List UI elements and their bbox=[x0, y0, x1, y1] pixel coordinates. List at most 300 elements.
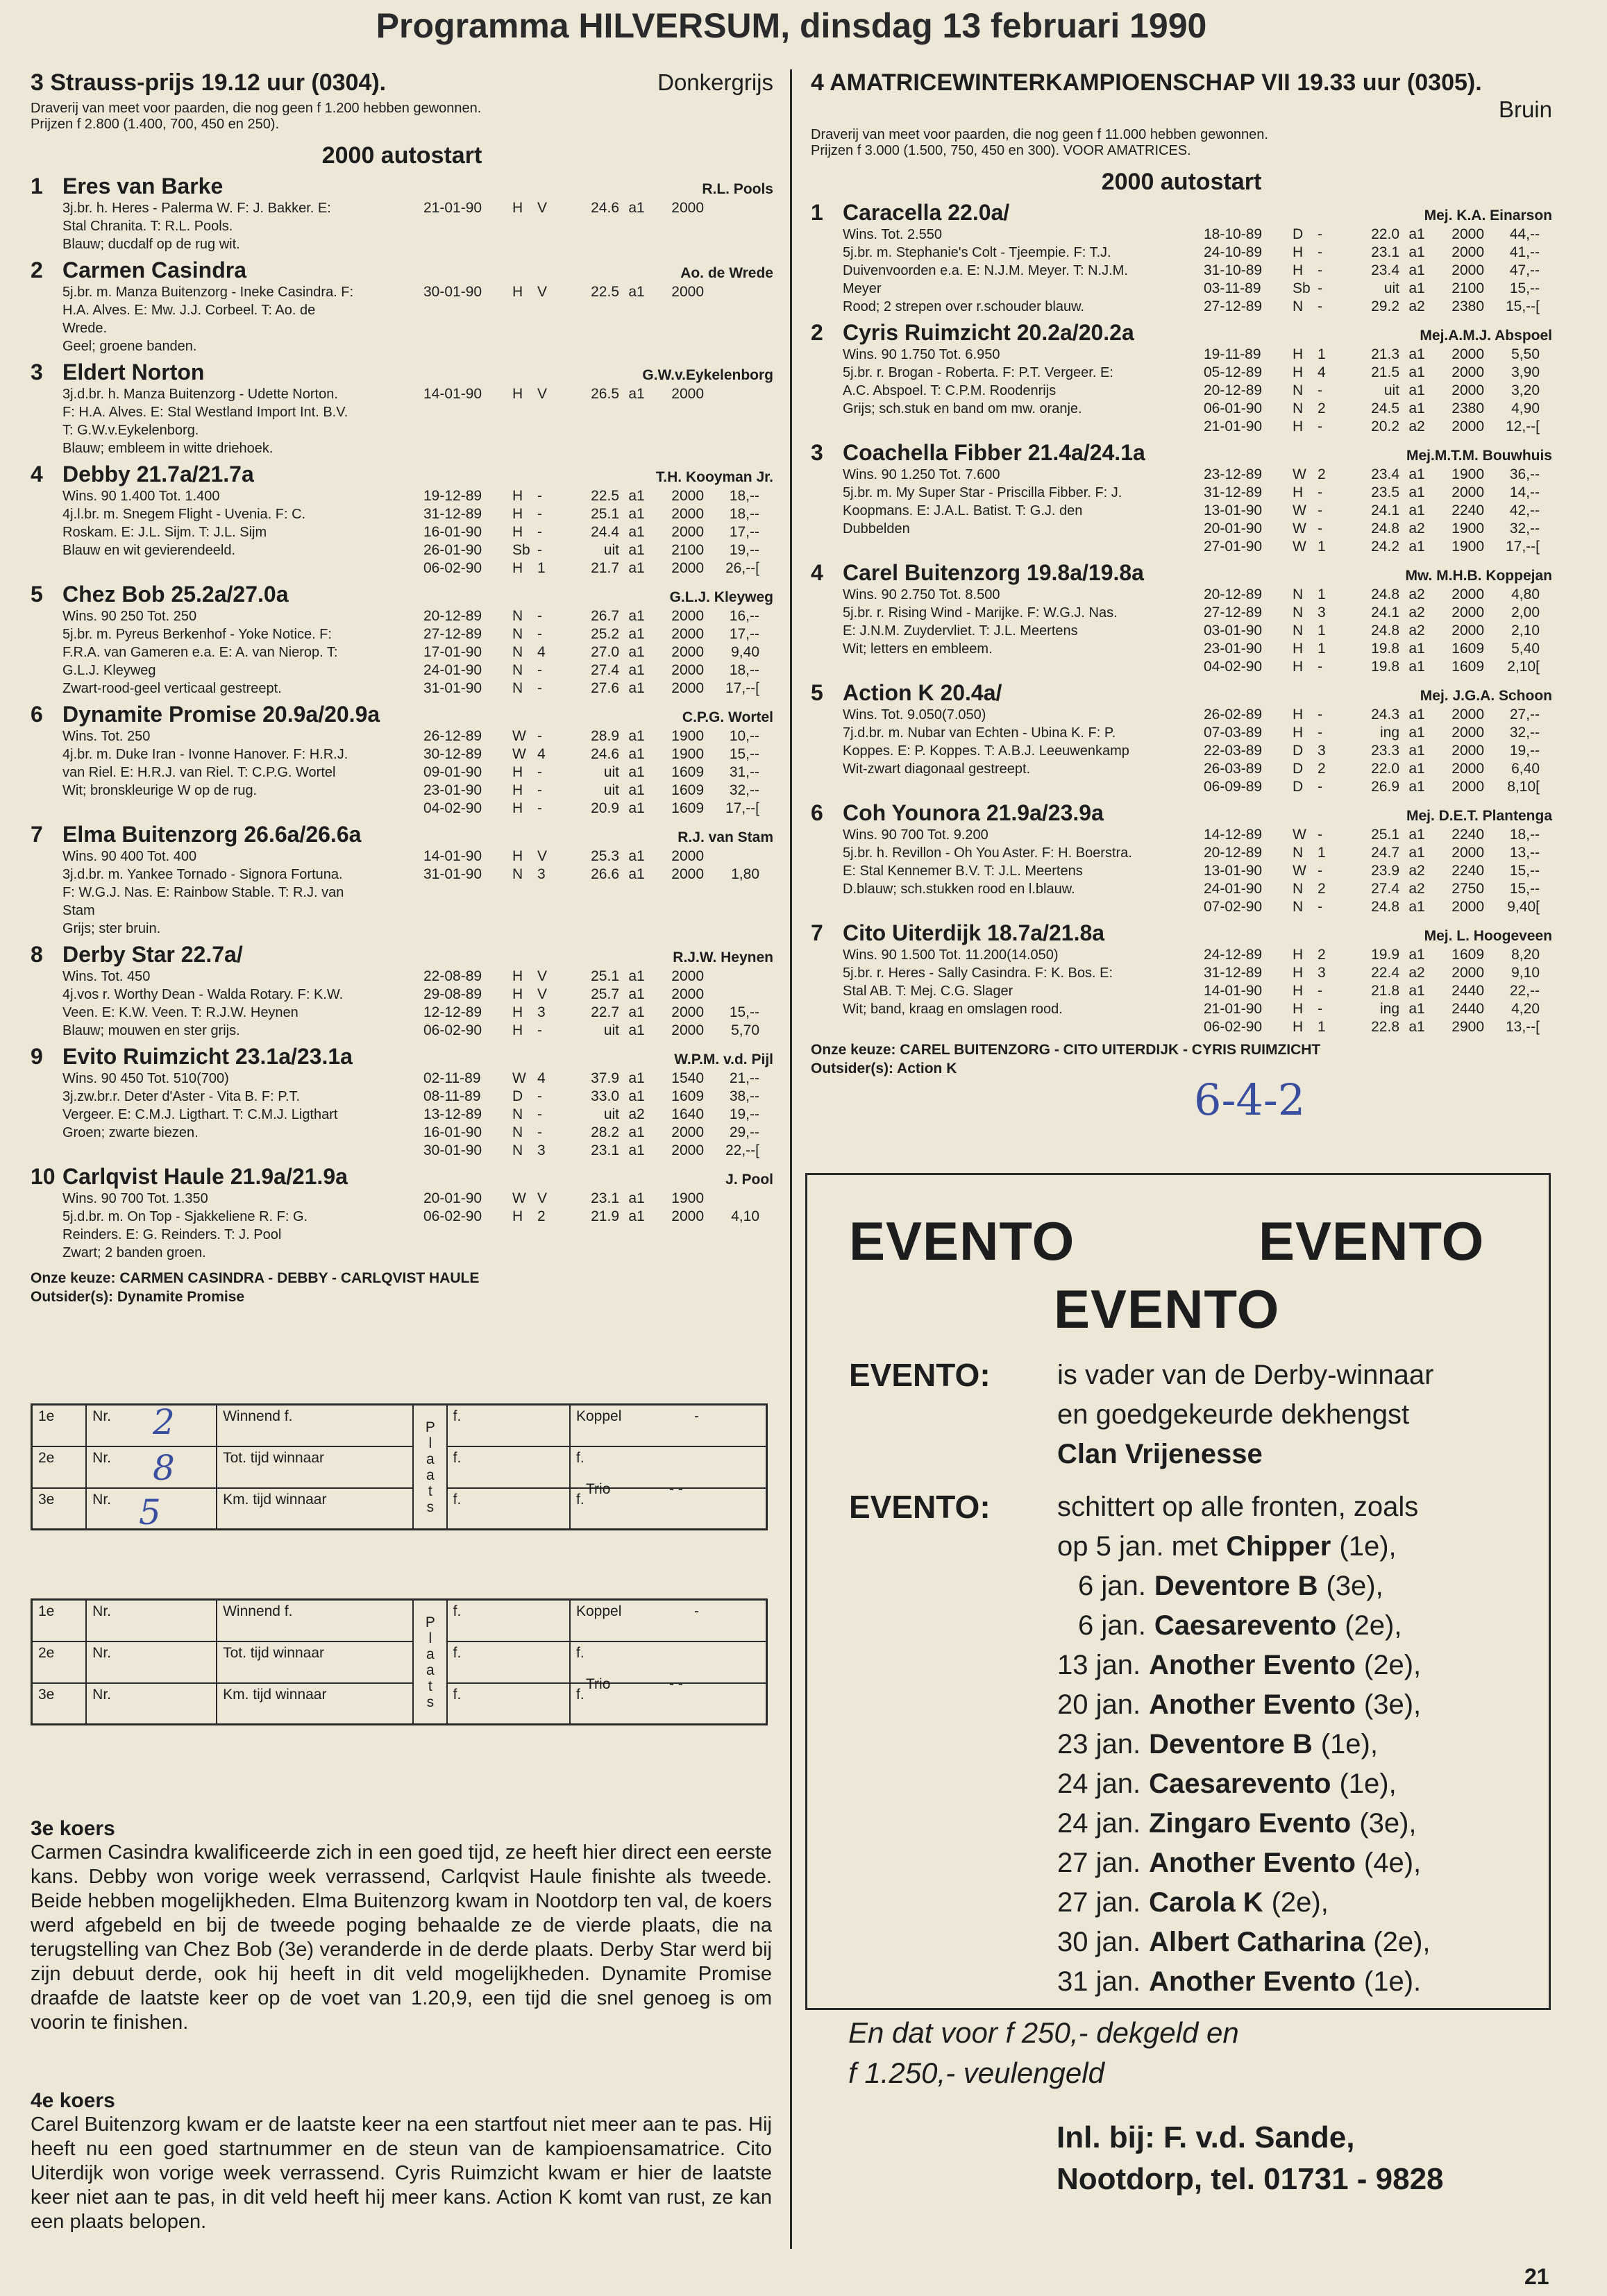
result-cell: - bbox=[1318, 298, 1322, 314]
entry-header bbox=[31, 174, 773, 199]
result-cell: 3 bbox=[537, 1142, 546, 1158]
result-cell: 5,70 bbox=[731, 1022, 759, 1038]
result-cell: N bbox=[512, 662, 523, 678]
entry-header bbox=[811, 560, 1552, 586]
result-cell: D bbox=[512, 1088, 523, 1104]
horse-entry bbox=[811, 800, 1552, 916]
result-cell: 24-01-90 bbox=[423, 662, 482, 678]
result-cell: 38,-- bbox=[729, 1088, 759, 1104]
info-line: 5j.br. m. Pyreus Berkenhof - Yoke Notice. F: bbox=[62, 627, 332, 642]
result-cell: 15,-- bbox=[1509, 863, 1540, 879]
result-row bbox=[423, 643, 773, 661]
horse-info bbox=[62, 847, 423, 938]
result-row bbox=[1204, 724, 1552, 742]
race3-prizes: Prijzen f 2.800 (1.400, 700, 450 en 250). bbox=[31, 117, 280, 132]
ad-result-date: 20 jan. bbox=[1057, 1689, 1141, 1720]
result-cell: H bbox=[512, 986, 523, 1002]
result-cell: a1 bbox=[1408, 244, 1425, 260]
result-row bbox=[1204, 262, 1552, 280]
race3-desc-line: Draverij van meet voor paarden, die nog geen f 1.200 hebben gewonnen. bbox=[31, 101, 482, 116]
result-cell: 15,-- bbox=[729, 1004, 759, 1020]
result-cell: 1900 bbox=[1452, 539, 1484, 555]
horse-info bbox=[843, 946, 1204, 1036]
entry-body bbox=[811, 466, 1552, 556]
result-cell: 4 bbox=[537, 1070, 546, 1086]
entry-body bbox=[31, 385, 773, 457]
result-cell: V bbox=[537, 200, 548, 216]
result-row bbox=[1204, 898, 1552, 916]
ad-contact-1: Inl. bij: F. v.d. Sande, bbox=[1057, 2120, 1355, 2154]
result-cell: - bbox=[1318, 863, 1322, 879]
entry-header bbox=[811, 680, 1552, 706]
entry-body bbox=[811, 226, 1552, 316]
result-cell: a1 bbox=[1408, 466, 1425, 482]
result-cell: 07-02-90 bbox=[1204, 899, 1263, 915]
info-line: Koppes. E: P. Koppes. T: A.B.J. Leeuwenkamp bbox=[843, 743, 1129, 759]
horse-name: Evito Ruimzicht 23.1a/23.1a bbox=[62, 1044, 353, 1069]
info-line: F: H.A. Alves. E: Stal Westland Import Int. B.V. bbox=[62, 405, 348, 420]
result-cell: 05-12-89 bbox=[1204, 364, 1263, 380]
entry-header bbox=[811, 320, 1552, 346]
info-line: Dubbelden bbox=[843, 521, 910, 537]
result-cell: 2440 bbox=[1452, 1001, 1484, 1017]
info-line: Grijs; sch.stuk en band om mw. oranje. bbox=[843, 401, 1082, 416]
koppel-dash: - bbox=[693, 1408, 699, 1424]
ad-fee-1: En dat voor f 250,- dekgeld en bbox=[848, 2016, 1239, 2049]
result-cell: 04-02-90 bbox=[1204, 659, 1263, 675]
entry-body bbox=[31, 199, 773, 253]
place-cell: 1e bbox=[32, 1405, 87, 1446]
info-line: Vergeer. E: C.M.J. Ligthart. T: C.M.J. Ligthart bbox=[62, 1107, 338, 1122]
result-cell: 27-12-89 bbox=[1204, 605, 1263, 621]
result-cell: 2000 bbox=[671, 1004, 704, 1020]
entry-number: 5 bbox=[811, 680, 823, 705]
info-line: Grijs; ster bruin. bbox=[62, 921, 161, 936]
result-cell: 23-01-90 bbox=[1204, 641, 1263, 657]
result-row bbox=[423, 1070, 773, 1088]
result-row bbox=[423, 763, 773, 782]
result-cell: 3 bbox=[1318, 743, 1326, 759]
info-line: 4j.l.br. m. Snegem Flight - Uvenia. F: C. bbox=[62, 507, 306, 522]
nr-cell: Nr. bbox=[86, 1600, 217, 1641]
entry-body bbox=[31, 487, 773, 577]
result-row bbox=[1204, 946, 1552, 964]
ad-text-1c: Clan Vrijenesse bbox=[1057, 1439, 1263, 1469]
result-cell: W bbox=[1293, 539, 1306, 555]
race4-entries bbox=[811, 200, 1552, 1036]
result-cell: 22-03-89 bbox=[1204, 743, 1263, 759]
horse-entry bbox=[811, 680, 1552, 796]
result-cell: a1 bbox=[1408, 707, 1425, 723]
result-cell: 28.2 bbox=[591, 1124, 619, 1140]
result-cell: a1 bbox=[1408, 346, 1425, 362]
entry-header bbox=[31, 1044, 773, 1070]
result-cell: 2100 bbox=[1452, 280, 1484, 296]
result-cell: N bbox=[1293, 623, 1304, 639]
entry-header bbox=[31, 822, 773, 847]
result-cell: 22.8 bbox=[1371, 1019, 1399, 1035]
ad-block-2 bbox=[849, 1487, 1529, 2002]
result-cell: 26,--[ bbox=[725, 560, 759, 576]
ad-fee-2: f 1.250,- veulengeld bbox=[848, 2057, 1104, 2089]
place-cell: 2e bbox=[32, 1641, 87, 1683]
result-cell: 26.7 bbox=[591, 608, 619, 624]
info-line: Wins. Tot. 9.050(7.050) bbox=[843, 707, 986, 723]
entry-body bbox=[31, 283, 773, 355]
result-cell: a1 bbox=[628, 728, 645, 744]
result-row bbox=[1204, 742, 1552, 760]
result-cell: ing bbox=[1379, 1001, 1399, 1017]
result-cell: 2,00 bbox=[1511, 605, 1540, 621]
result-cell: 47,-- bbox=[1509, 262, 1540, 278]
result-cell: a1 bbox=[1408, 641, 1425, 657]
result-cell: H bbox=[512, 488, 523, 504]
horse-info bbox=[62, 1070, 423, 1160]
result-cell: - bbox=[537, 506, 542, 522]
result-cell: 21-01-90 bbox=[1204, 1001, 1263, 1017]
result-cell: H bbox=[512, 524, 523, 540]
result-cell: a1 bbox=[1408, 262, 1425, 278]
ad-block-1 bbox=[849, 1356, 1529, 1474]
result-row bbox=[1204, 760, 1552, 778]
result-cell: a1 bbox=[628, 386, 645, 402]
handwritten-first: 2 bbox=[153, 1402, 175, 1442]
result-cell: N bbox=[512, 1142, 523, 1158]
result-cell: 1900 bbox=[1452, 521, 1484, 537]
result-cell: 29.2 bbox=[1371, 298, 1399, 314]
result-cell: a1 bbox=[628, 1022, 645, 1038]
result-cell: 2000 bbox=[1452, 623, 1484, 639]
result-cell: 41,-- bbox=[1509, 244, 1540, 260]
horse-name: Debby 21.7a/21.7a bbox=[62, 462, 254, 487]
race3-choice bbox=[31, 1269, 773, 1306]
horse-entry bbox=[31, 258, 773, 355]
result-cell: N bbox=[512, 1124, 523, 1140]
owner-name: J. Pool bbox=[725, 1172, 773, 1188]
result-cell: 20-12-89 bbox=[423, 608, 482, 624]
result-cell: a1 bbox=[628, 488, 645, 504]
result-cell: 14-12-89 bbox=[1204, 827, 1263, 843]
result-cell: 12-12-89 bbox=[423, 1004, 482, 1020]
result-cell: W bbox=[512, 1190, 526, 1206]
horse-name: Action K 20.4a/ bbox=[843, 680, 1002, 705]
owner-name: Mej. D.E.T. Plantenga bbox=[1406, 808, 1552, 824]
result-row bbox=[1204, 466, 1552, 484]
entry-header bbox=[811, 440, 1552, 466]
horse-name: Dynamite Promise 20.9a/20.9a bbox=[62, 702, 380, 727]
result-cell: - bbox=[1318, 1001, 1322, 1017]
ad-result-position: (1e), bbox=[1320, 1729, 1378, 1759]
result-cell: 14-01-90 bbox=[423, 848, 482, 864]
result-cell: N bbox=[512, 1106, 523, 1122]
result-cell bbox=[704, 968, 759, 986]
result-cell: 2000 bbox=[671, 662, 704, 678]
info-line: 5j.br. m. Stephanie's Colt - Tjeempie. F: T.J. bbox=[843, 245, 1111, 260]
ad-result-position: (3e), bbox=[1326, 1571, 1383, 1601]
info-line: 4j.br. m. Duke Iran - Ivonne Hanover. F: H.R.J. bbox=[62, 747, 348, 762]
result-cell: 25.1 bbox=[591, 506, 619, 522]
result-cell: 1900 bbox=[671, 746, 704, 762]
result-cell: 27,-- bbox=[1509, 707, 1540, 723]
result-cell: 1 bbox=[1318, 641, 1326, 657]
result-cell: a1 bbox=[1408, 827, 1425, 843]
ad-heading-left: EVENTO bbox=[849, 1210, 1075, 1272]
result-row bbox=[423, 782, 773, 800]
result-cell: - bbox=[537, 1088, 542, 1104]
result-cell: N bbox=[1293, 881, 1304, 897]
koppel-amount: f. bbox=[570, 1641, 767, 1683]
page-title: Programma HILVERSUM, dinsdag 13 februari 1990 bbox=[376, 6, 1207, 45]
info-line: Stal AB. T: Mej. C.G. Slager bbox=[843, 984, 1013, 999]
result-row bbox=[1204, 484, 1552, 502]
info-line: T: G.W.v.Eykelenborg. bbox=[62, 423, 199, 438]
result-cell: 4,80 bbox=[1511, 586, 1540, 602]
result-cell: 23.5 bbox=[1371, 484, 1399, 500]
result-row bbox=[1204, 622, 1552, 640]
horse-entry bbox=[811, 440, 1552, 556]
result-cell: 30-01-90 bbox=[423, 1142, 482, 1158]
result-cell: 21.7 bbox=[591, 560, 619, 576]
result-row bbox=[423, 986, 773, 1004]
result-cell: 2000 bbox=[671, 608, 704, 624]
entry-body bbox=[811, 946, 1552, 1036]
trio-amount: f. bbox=[570, 1488, 767, 1530]
result-row bbox=[1204, 640, 1552, 658]
entry-header bbox=[811, 920, 1552, 946]
result-cell: uit bbox=[603, 782, 619, 798]
result-cell: V bbox=[537, 848, 548, 864]
result-cell: N bbox=[1293, 400, 1304, 416]
horse-entry bbox=[31, 582, 773, 698]
owner-name: Mej. J.G.A. Schoon bbox=[1420, 688, 1552, 704]
trio-label bbox=[586, 1676, 683, 1693]
result-cell: 21.9 bbox=[591, 1208, 619, 1224]
entry-number: 10 bbox=[31, 1164, 56, 1189]
result-cell: 2000 bbox=[1452, 899, 1484, 915]
result-cell: a2 bbox=[1408, 521, 1425, 537]
horse-info bbox=[62, 487, 423, 577]
result-cell: W bbox=[1293, 863, 1306, 879]
result-cell: a1 bbox=[1408, 400, 1425, 416]
result-cell: a1 bbox=[1408, 947, 1425, 963]
result-cell: 27.0 bbox=[591, 644, 619, 660]
result-cell: 06-02-90 bbox=[423, 1022, 482, 1038]
result-cell: 9,40 bbox=[731, 644, 759, 660]
result-cell: 24.8 bbox=[1371, 623, 1399, 639]
ad-result-horse: Caesarevento bbox=[1149, 1769, 1331, 1799]
result-cell: N bbox=[1293, 382, 1304, 398]
result-cell: 25.1 bbox=[1371, 827, 1399, 843]
result-cell: W bbox=[512, 728, 526, 744]
handwritten-third: 5 bbox=[139, 1492, 161, 1533]
entry-body bbox=[31, 847, 773, 938]
result-cell: a1 bbox=[1408, 743, 1425, 759]
result-cell: 31-12-89 bbox=[1204, 484, 1263, 500]
plaats-amount: f. bbox=[447, 1405, 570, 1446]
result-cell: a2 bbox=[1408, 419, 1425, 434]
result-cell: H bbox=[1293, 983, 1304, 999]
result-cell: a1 bbox=[628, 200, 645, 216]
result-cell: 2000 bbox=[671, 644, 704, 660]
result-row bbox=[423, 607, 773, 625]
result-row bbox=[423, 866, 773, 884]
owner-name: W.P.M. v.d. Pijl bbox=[674, 1052, 773, 1067]
result-cell: 6,40 bbox=[1511, 761, 1540, 777]
result-cell: 24.1 bbox=[1371, 605, 1399, 621]
ad-heading-center: EVENTO bbox=[1054, 1278, 1280, 1340]
ad-result-horse: Zingaro Evento bbox=[1149, 1808, 1352, 1839]
result-row bbox=[423, 1124, 773, 1142]
result-cell: 2000 bbox=[671, 1124, 704, 1140]
result-cell: 2000 bbox=[671, 986, 704, 1002]
result-cell: - bbox=[537, 524, 542, 540]
ad-result-date: 31 jan. bbox=[1057, 1966, 1141, 1997]
plaats-amount: f. bbox=[447, 1446, 570, 1488]
result-row bbox=[1204, 280, 1552, 298]
result-cell: 24.6 bbox=[591, 746, 619, 762]
result-cell: 2240 bbox=[1452, 827, 1484, 843]
result-cell: 17,-- bbox=[729, 524, 759, 540]
result-cell: 2000 bbox=[1452, 779, 1484, 795]
result-cell: 19.9 bbox=[1371, 947, 1399, 963]
info-line: Blauw; ducdalf op de rug wit. bbox=[62, 237, 240, 252]
result-cell: a1 bbox=[628, 284, 645, 300]
result-row bbox=[1204, 346, 1552, 364]
evento-advertisement bbox=[805, 1173, 1551, 2010]
result-cell: W bbox=[1293, 503, 1306, 518]
result-cell: 24.5 bbox=[1371, 400, 1399, 416]
entry-number: 4 bbox=[811, 560, 823, 585]
horse-entry bbox=[31, 360, 773, 457]
result-cell: 26.9 bbox=[1371, 779, 1399, 795]
koppel-label: Koppel bbox=[575, 1603, 622, 1619]
result-cell: 21.8 bbox=[1371, 983, 1399, 999]
entry-header bbox=[811, 200, 1552, 226]
info-line: Wins. 90 700 Tot. 9.200 bbox=[843, 827, 988, 843]
result-cell: 42,-- bbox=[1509, 503, 1540, 518]
horse-info bbox=[62, 1190, 423, 1262]
info-line: Stam bbox=[62, 903, 95, 918]
race3-header bbox=[31, 69, 773, 96]
owner-name: Mej. K.A. Einarson bbox=[1424, 208, 1552, 223]
result-cell: 22-08-89 bbox=[423, 968, 482, 984]
result-cell: H bbox=[1293, 262, 1304, 278]
result-cell: a1 bbox=[628, 746, 645, 762]
result-cell: 27.4 bbox=[591, 662, 619, 678]
result-cell: 9,40[ bbox=[1507, 899, 1540, 915]
horse-name: Coh Younora 21.9a/23.9a bbox=[843, 800, 1104, 825]
result-cell: - bbox=[1318, 419, 1322, 434]
ad-result-position: (2e), bbox=[1373, 1927, 1431, 1957]
result-cell: V bbox=[537, 386, 548, 402]
result-row bbox=[1204, 706, 1552, 724]
ad-result-horse: Chipper bbox=[1226, 1531, 1331, 1562]
result-cell: - bbox=[537, 626, 542, 642]
result-row bbox=[1204, 658, 1552, 676]
result-cell: 25.1 bbox=[591, 968, 619, 984]
ad-contact-2: Nootdorp, tel. 01731 - 9828 bbox=[1057, 2162, 1444, 2196]
result-cell: 03-11-89 bbox=[1204, 280, 1261, 296]
result-cell: - bbox=[1318, 659, 1322, 675]
owner-name: Mej.M.T.M. Bouwhuis bbox=[1406, 448, 1552, 464]
result-cell: a1 bbox=[1408, 1001, 1425, 1017]
info-line: Veen. E: K.W. Veen. T: R.J.W. Heynen bbox=[62, 1005, 298, 1020]
comment-race4-title: 4e koers bbox=[31, 2089, 115, 2112]
ad-result-date: 6 jan. bbox=[1078, 1571, 1146, 1601]
result-row bbox=[1204, 538, 1552, 556]
result-cell: 20-12-89 bbox=[1204, 586, 1263, 602]
result-cell: 08-11-89 bbox=[423, 1088, 481, 1104]
result-row bbox=[423, 661, 773, 679]
result-cell: 2000 bbox=[1452, 346, 1484, 362]
result-cell: 06-09-89 bbox=[1204, 779, 1263, 795]
entry-number: 3 bbox=[811, 440, 823, 465]
horse-info bbox=[62, 727, 423, 818]
result-cell: 2000 bbox=[671, 1022, 704, 1038]
result-cell: 24-12-89 bbox=[1204, 947, 1263, 963]
result-cell: 3 bbox=[537, 1004, 546, 1020]
result-cell: - bbox=[1318, 280, 1322, 296]
result-row bbox=[423, 541, 773, 559]
result-cell: H bbox=[512, 800, 523, 816]
result-cell: 4 bbox=[1318, 364, 1326, 380]
ad-result-line bbox=[1057, 1843, 1529, 1883]
result-cell: - bbox=[1318, 262, 1322, 278]
place-cell: 1e bbox=[32, 1600, 87, 1641]
result-cell: 9,10 bbox=[1511, 965, 1540, 981]
result-cell: a1 bbox=[1408, 1019, 1425, 1035]
result-cell: - bbox=[537, 542, 542, 558]
koppel-dash: - bbox=[693, 1603, 699, 1619]
ad-contact-block bbox=[1057, 2117, 1444, 2200]
result-cell: uit bbox=[1383, 382, 1399, 398]
nr-cell: Nr. bbox=[86, 1405, 217, 1446]
info-line: Blauw; embleem in witte driehoek. bbox=[62, 441, 274, 456]
result-cell: 2000 bbox=[671, 506, 704, 522]
nr-cell: Nr. bbox=[86, 1446, 217, 1488]
result-cell: H bbox=[512, 968, 523, 984]
result-cell: a1 bbox=[1408, 899, 1425, 915]
result-cell: 3,20 bbox=[1511, 382, 1540, 398]
info-line: Rood; 2 strepen over r.schouder blauw. bbox=[843, 299, 1084, 314]
result-cell: a1 bbox=[1408, 845, 1425, 861]
results-table bbox=[1204, 346, 1552, 436]
entry-header bbox=[31, 942, 773, 968]
result-cell: 24.2 bbox=[1371, 539, 1399, 555]
result-cell: - bbox=[537, 1124, 542, 1140]
result-cell: - bbox=[1318, 382, 1322, 398]
result-row bbox=[423, 1004, 773, 1022]
entry-header bbox=[31, 258, 773, 283]
result-cell: 19-12-89 bbox=[423, 488, 482, 504]
result-cell: a1 bbox=[628, 524, 645, 540]
result-cell: 8,20 bbox=[1511, 947, 1540, 963]
results-table bbox=[1204, 706, 1552, 796]
results-table bbox=[423, 968, 773, 1040]
race4-section bbox=[811, 69, 1552, 1078]
trio-text: Trio bbox=[586, 1676, 611, 1692]
result-cell: 21.3 bbox=[1371, 346, 1399, 362]
result-cell: a1 bbox=[1408, 761, 1425, 777]
result-cell: 1 bbox=[1318, 1019, 1326, 1035]
entry-body bbox=[31, 607, 773, 698]
result-cell: a2 bbox=[1408, 605, 1425, 621]
ad-result-horse: Another Evento bbox=[1149, 1848, 1356, 1878]
result-cell: H bbox=[512, 1208, 523, 1224]
result-cell: 19,-- bbox=[1509, 743, 1540, 759]
result-cell: H bbox=[512, 1004, 523, 1020]
ad-result-horse: Caesarevento bbox=[1154, 1610, 1337, 1641]
